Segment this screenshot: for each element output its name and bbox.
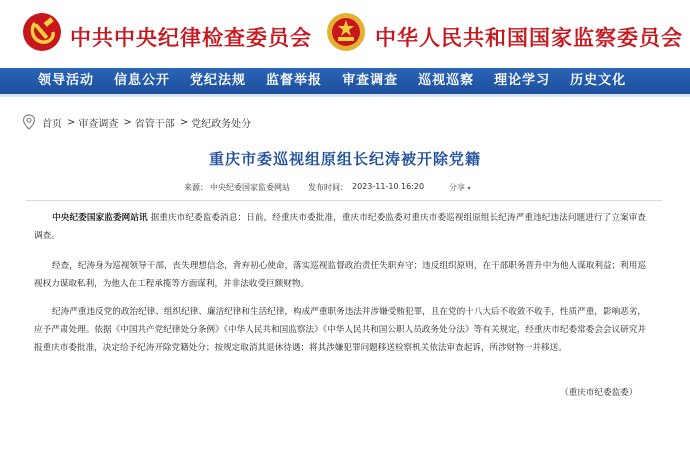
- national-emblem-icon: [326, 12, 366, 52]
- location-pin-icon: [22, 114, 36, 130]
- nsc-title[interactable]: 中华人民共和国国家监察委员会: [375, 25, 683, 50]
- party-emblem-icon: [22, 12, 62, 52]
- article-title: 重庆市委巡视组原组长纪涛被开除党籍: [208, 150, 481, 168]
- article-signoff: （重庆市纪委监委）: [560, 388, 638, 398]
- nav-divider: [0, 94, 690, 97]
- paragraph-text: 据重庆市纪委监委消息：日前，经重庆市委批准，重庆市纪委监委对重庆市委巡视组原组长纪涛严重违纪违法问题进行了立案审查调查。: [34, 213, 646, 241]
- dateline: 中央纪委国家监委网站讯: [52, 213, 148, 223]
- nav-item-theory[interactable]: 理论学习: [494, 73, 551, 88]
- nav-item-disclosure[interactable]: 信息公开: [114, 73, 171, 88]
- breadcrumb-separator: >: [123, 116, 132, 128]
- nav-item-regulations[interactable]: 党纪法规: [190, 73, 247, 88]
- nav-item-report[interactable]: 监督举报: [266, 73, 323, 88]
- article-paragraph: [34, 257, 646, 293]
- nav-item-inspection[interactable]: 巡视巡察: [418, 73, 475, 88]
- nav-item-investigation[interactable]: 审查调查: [342, 73, 399, 88]
- main-nav: [0, 68, 690, 94]
- breadcrumb-separator: >: [179, 116, 189, 128]
- article-paragraph: [34, 303, 646, 357]
- article-paragraph: [34, 209, 646, 245]
- time-value: 2023-11-10 16:20: [352, 182, 425, 191]
- nav-item-history[interactable]: 历史文化: [570, 73, 627, 88]
- paragraph-text: 纪涛严重违反党的政治纪律、组织纪律、廉洁纪律和生活纪律，构成严重职务违法并涉嫌受贿犯罪，且在党的十八大后不收敛不收手，性质严重，影响恶劣，应予严肃处理。依据《中国共产党纪律处分条例》《中华人民共和国监察法》《中华人民共和国公职人员政务处分法》等有关规定，经重庆市纪委常委会会议研究并报重庆市委批准，决定给予纪涛开除党籍处分；按规定取消其退休待遇；将其涉嫌犯罪问题移送检察机关依法审查起诉，所涉财物一并移送。: [34, 307, 646, 353]
- site-header: [0, 0, 690, 68]
- nav-item-leadership[interactable]: 领导活动: [38, 73, 95, 88]
- breadcrumb: [22, 114, 254, 130]
- source-label: 来源：: [184, 183, 208, 192]
- paragraph-text: 经查，纪涛身为巡视领导干部，丧失理想信念，背弃初心使命，落实巡视监督政治责任失职弃守；违反组织原则，在干部职务晋升中为他人谋取利益；利用巡视权力谋取私利，为他人在工程承揽等方面谋利，并非法收受巨额财物。: [34, 261, 646, 289]
- meta-divider: [26, 200, 662, 201]
- ccdi-title[interactable]: 中共中央纪律检查委员会: [70, 25, 312, 50]
- breadcrumb-provincial-cadres[interactable]: 省管干部: [134, 118, 175, 130]
- share-label: 分享: [449, 183, 465, 192]
- chevron-down-icon: ▾: [467, 185, 471, 192]
- breadcrumb-investigation[interactable]: 审查调查: [78, 118, 119, 130]
- breadcrumb-home[interactable]: 首页: [42, 118, 62, 130]
- share-button[interactable]: [449, 182, 471, 193]
- breadcrumb-separator: >: [67, 116, 76, 128]
- time-label: 发布时间：: [308, 183, 348, 192]
- breadcrumb-discipline[interactable]: 党纪政务处分: [191, 118, 252, 130]
- source-value: 中央纪委国家监委网站: [210, 183, 290, 192]
